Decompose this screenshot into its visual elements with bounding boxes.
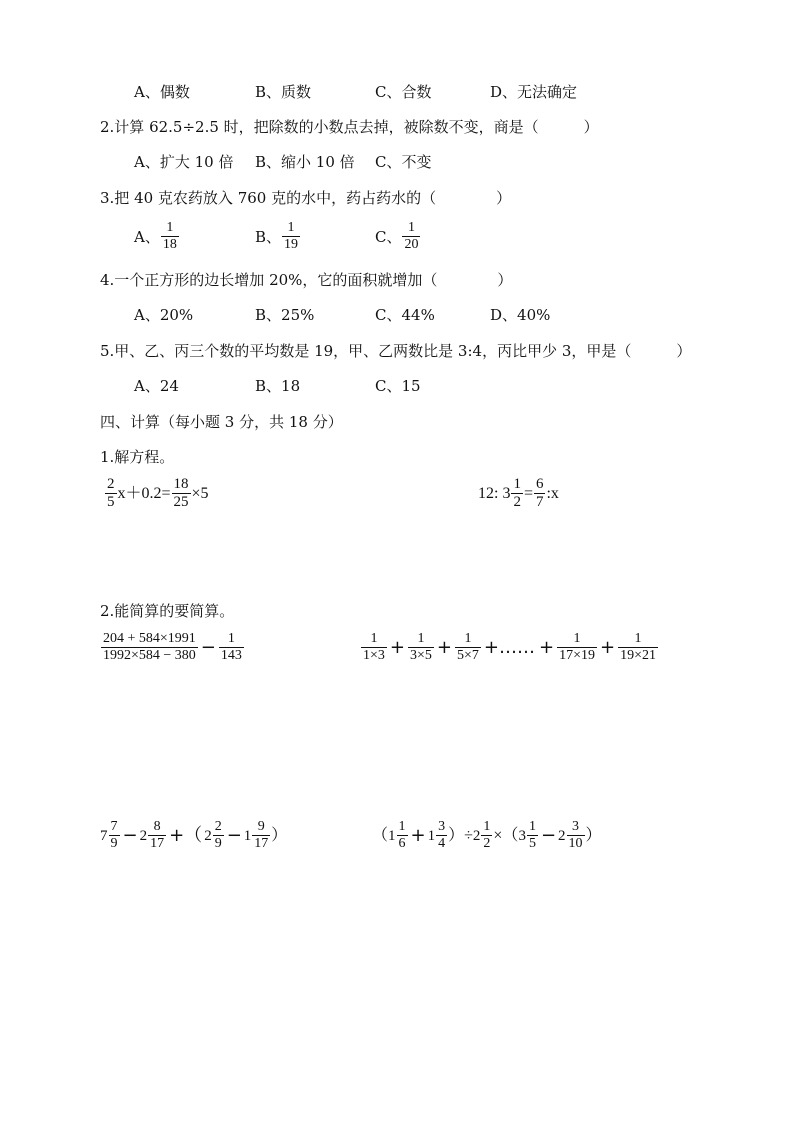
q3-option-a-label: A、 [134, 227, 160, 246]
q4-option-a: A、20% [134, 306, 194, 324]
eq1-tail: ×5 [191, 484, 209, 502]
q5-option-a: A、24 [134, 377, 179, 395]
expression-three [100, 819, 287, 852]
expr4-open: （ [372, 826, 389, 844]
expr4-mixed-4: 3 $\frac{1}{5}$ [518, 819, 536, 851]
q3-option-c [375, 220, 421, 253]
expr4-close-2: ） [585, 826, 602, 844]
q3-option-a [134, 220, 180, 253]
expr4-close-divide: ）÷ [448, 826, 473, 844]
expr3-close: ） [271, 826, 288, 844]
q4-stem: 4.一个正方形的边长增加 20%，它的面积就增加（ ） [100, 271, 513, 289]
eq2-tail: :x [546, 484, 559, 502]
expr2-plus-2: + [436, 636, 452, 658]
eq2-fraction-b: $\frac{6}{7}$ [535, 476, 544, 510]
q3-option-b [255, 220, 301, 253]
q1-option-c: C、合数 [375, 83, 432, 101]
eq1-fraction-a: $\frac{2}{5}$ [107, 476, 115, 510]
expr1-big-fraction: $\frac{204 + 584\times 1991}{1992\times 584 - 380}$ [103, 631, 196, 663]
q3-stem: 3.把 40 克农药放入 760 克的水中，药占药水的（ ） [100, 189, 512, 207]
expr2-term-4: $\frac{1}{17\times 19}$ [559, 631, 595, 663]
expr3-plus-open: +（ [169, 824, 203, 846]
q3-option-b-fraction: $\frac{1}{19}$ [284, 220, 299, 252]
expression-two [360, 631, 659, 664]
expr2-term-2: $\frac{1}{3\times 5}$ [410, 631, 432, 663]
expr2-term-1: $\frac{1}{1\times 3}$ [363, 631, 385, 663]
q5-option-b: B、18 [255, 377, 301, 395]
eq2-lead: 12: 3 [478, 484, 511, 502]
part-one-title: 1.解方程。 [100, 448, 175, 466]
part-two-title: 2.能简算的要简算。 [100, 602, 235, 620]
expr4-mixed-1: 1 $\frac{1}{6}$ [388, 819, 406, 851]
expr2-ellipsis: +…… [483, 636, 535, 658]
section-four-title: 四、计算（每小题 3 分，共 18 分） [100, 413, 343, 431]
equation-one [104, 476, 209, 511]
expr3-mixed-4: 1 $\frac{9}{17}$ [243, 819, 269, 851]
q5-option-c: C、15 [375, 377, 421, 395]
expr1-fraction: $\frac{1}{143}$ [220, 631, 242, 663]
expr4-mixed-3: 2 $\frac{1}{2}$ [472, 819, 491, 851]
q2-option-c: C、不变 [375, 153, 432, 171]
expr4-mixed-2: 1 $\frac{3}{4}$ [427, 819, 446, 851]
expr4-plus: + [410, 824, 426, 846]
eq1-fraction-b: $\frac{18}{25}$ [173, 476, 189, 510]
q2-stem: 2.计算 62.5÷2.5 时，把除数的小数点去掉，被除数不变，商是（ ） [100, 118, 599, 136]
expr1-minus: − [200, 636, 216, 658]
expr2-plus-4: + [600, 636, 616, 658]
expr3-minus: − [122, 824, 138, 846]
expression-four [372, 819, 602, 852]
q1-option-b: B、质数 [255, 83, 312, 101]
equation-two [478, 476, 559, 511]
q3-option-b-label: B、 [255, 227, 282, 246]
q4-option-b: B、25% [255, 306, 315, 324]
expr3-mixed-2: 2 $\frac{8}{17}$ [139, 819, 165, 851]
q2-option-b: B、缩小 10 倍 [255, 153, 355, 171]
expr3-minus-2: − [226, 824, 242, 846]
q1-option-a: A、偶数 [134, 83, 190, 101]
q5-stem: 5.甲、乙、丙三个数的平均数是 19，甲、乙两数比是 3:4，丙比甲少 3，甲是（ ） [100, 342, 692, 360]
expr4-minus: − [540, 824, 557, 846]
expr3-mixed-3: 2 $\frac{2}{9}$ [204, 819, 222, 851]
expression-one [100, 631, 245, 664]
expr2-term-3: $\frac{1}{5\times 7}$ [457, 631, 479, 663]
expr2-plus-1: + [389, 636, 405, 658]
expr3-mixed-1: 7 $\frac{7}{9}$ [100, 819, 118, 851]
expr4-mixed-5: 2 $\frac{3}{10}$ [558, 819, 583, 851]
eq2-equals: = [523, 484, 533, 502]
q3-option-c-label: C、 [375, 227, 402, 246]
q3-option-a-fraction: $\frac{1}{18}$ [162, 220, 177, 252]
q1-option-d: D、无法确定 [490, 83, 578, 101]
expr4-times-open: ×（ [493, 826, 519, 844]
expr2-plus-3: + [539, 636, 555, 658]
q2-option-a: A、扩大 10 倍 [134, 153, 234, 171]
q4-option-c: C、44% [375, 306, 435, 324]
q4-option-d: D、40% [490, 306, 551, 324]
q3-option-c-fraction: $\frac{1}{20}$ [404, 220, 419, 252]
expr2-term-5: $\frac{1}{19\times 21}$ [620, 631, 656, 663]
eq1-middle: x＋0.2= [117, 484, 171, 502]
eq2-fraction-m: $\frac{1}{2}$ [513, 476, 521, 510]
